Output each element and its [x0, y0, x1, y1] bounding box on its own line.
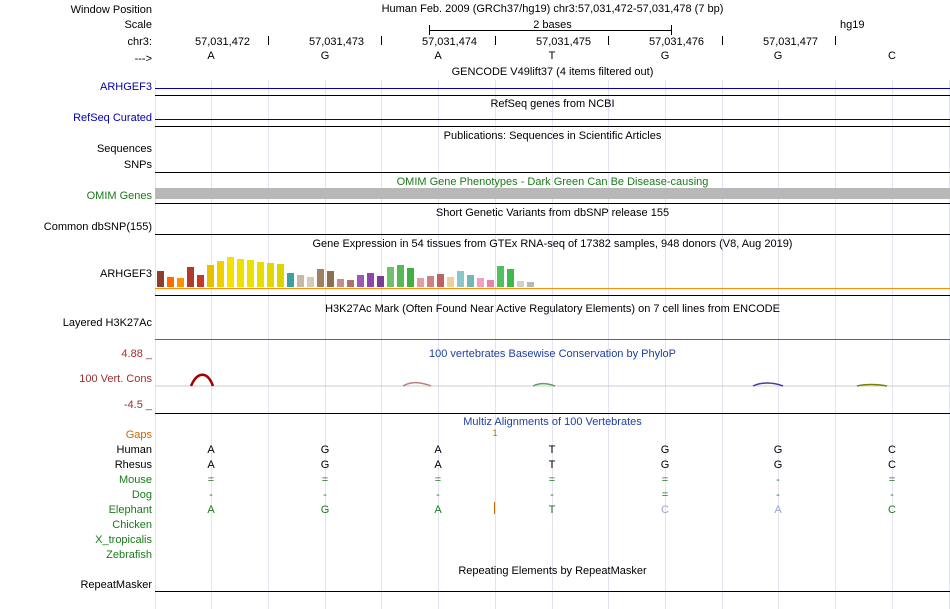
omim-gene-block[interactable] — [155, 188, 950, 199]
gtex-bar[interactable] — [167, 277, 174, 287]
track-separator — [155, 295, 950, 296]
track-separator — [155, 126, 950, 127]
label-track-dbsnp[interactable]: Common dbSNP(155) — [43, 221, 152, 233]
multiz-base: G — [320, 459, 330, 471]
ruler-tick-label: 57,031,472 — [195, 36, 251, 48]
gtex-bar[interactable] — [177, 278, 184, 287]
multiz-base: = — [661, 474, 669, 486]
gtex-bar[interactable] — [477, 278, 484, 287]
gtex-bar[interactable] — [457, 271, 464, 287]
label-species-chicken[interactable]: Chicken — [112, 519, 152, 531]
gtex-bar[interactable] — [357, 275, 364, 287]
grid-line — [325, 80, 326, 609]
gtex-bar[interactable] — [507, 269, 514, 287]
gtex-bar[interactable] — [207, 265, 214, 287]
gtex-bar[interactable] — [227, 257, 234, 287]
multiz-base: = — [321, 474, 329, 486]
label-species-x-tropicalis[interactable]: X_tropicalis — [95, 534, 152, 546]
track-separator — [155, 172, 950, 173]
grid-line — [495, 80, 496, 609]
multiz-base: A — [207, 459, 215, 471]
label-strand: ---> — [134, 53, 152, 65]
track-separator — [155, 413, 950, 414]
label-track-gtex[interactable]: ARHGEF3 — [100, 268, 152, 280]
label-multiz-gaps: Gaps — [125, 429, 152, 441]
gencode-gene-line[interactable] — [155, 88, 950, 89]
grid-line — [211, 80, 212, 609]
gtex-bar[interactable] — [277, 264, 284, 287]
label-track-h3k27ac[interactable]: Layered H3K27Ac — [62, 317, 152, 329]
grid-line — [552, 80, 553, 609]
multiz-gap-mark: 1 — [492, 428, 498, 438]
gtex-bar[interactable] — [197, 275, 204, 287]
publications-track-title: Publications: Sequences in Scientific Articles — [443, 130, 662, 142]
label-species-human[interactable]: Human — [116, 444, 152, 456]
gtex-bar[interactable] — [267, 263, 274, 287]
multiz-base: - — [436, 489, 440, 501]
grid-line — [608, 80, 609, 609]
sequence-base: G — [660, 50, 670, 62]
h3k27ac-baseline — [155, 339, 950, 340]
multiz-base: = — [661, 489, 669, 501]
multiz-base: C — [888, 444, 896, 456]
multiz-base: G — [660, 459, 670, 471]
track-separator — [155, 591, 950, 592]
gtex-bar[interactable] — [447, 277, 454, 287]
gtex-bar[interactable] — [367, 273, 374, 287]
ruler-tick — [835, 36, 836, 45]
label-species-elephant[interactable]: Elephant — [108, 504, 152, 516]
multiz-track-title: Multiz Alignments of 100 Vertebrates — [463, 416, 642, 428]
ruler-tick-label: 57,031,474 — [422, 36, 478, 48]
gtex-bar[interactable] — [217, 261, 224, 287]
multiz-base: G — [660, 444, 670, 456]
ruler-tick-label: 57,031,475 — [536, 36, 592, 48]
track-separator — [155, 234, 950, 235]
gtex-bar[interactable] — [237, 259, 244, 287]
multiz-base: T — [548, 444, 556, 456]
gtex-bar[interactable] — [527, 282, 534, 287]
sequence-base: T — [548, 50, 556, 62]
gtex-bar[interactable] — [347, 280, 354, 287]
label-scale: Scale — [124, 19, 152, 31]
multiz-base: C — [888, 459, 896, 471]
h3k27ac-track-title: H3K27Ac Mark (Often Found Near Active Regulatory Elements) on 7 cell lines from ENCODE — [325, 303, 780, 315]
label-species-dog[interactable]: Dog — [131, 489, 152, 501]
omim-track-title: OMIM Gene Phenotypes - Dark Green Can Be Disease-causing — [396, 176, 709, 188]
label-species-mouse[interactable]: Mouse — [118, 474, 152, 486]
sequence-base: G — [320, 50, 330, 62]
grid-line — [268, 80, 269, 609]
grid-line — [778, 80, 779, 609]
label-window-position: Window Position — [70, 4, 152, 16]
multiz-base: T — [548, 459, 556, 471]
multiz-base: A — [207, 444, 215, 456]
label-species-rhesus[interactable]: Rhesus — [114, 459, 152, 471]
multiz-base: G — [773, 459, 783, 471]
track-drawing-area[interactable] — [155, 0, 950, 609]
gtex-bar[interactable] — [247, 260, 254, 287]
refseq-track-title: RefSeq genes from NCBI — [490, 98, 615, 110]
gtex-baseline — [155, 288, 950, 289]
assembly-label: hg19 — [840, 19, 865, 31]
gtex-bar[interactable] — [497, 266, 504, 287]
gtex-bar[interactable] — [377, 276, 384, 287]
multiz-base: - — [323, 489, 327, 501]
multiz-base: G — [773, 444, 783, 456]
track-separator — [155, 203, 950, 204]
multiz-base: = — [888, 474, 896, 486]
ruler-tick-label: 57,031,473 — [309, 36, 365, 48]
multiz-base: T — [548, 504, 556, 516]
gtex-track-title: Gene Expression in 54 tissues from GTEx RNA-seq of 17382 samples, 948 donors (V8, Aug 2019) — [312, 238, 793, 250]
ruler-tick — [268, 36, 269, 45]
scale-bar — [429, 30, 672, 31]
ruler-tick-label: 57,031,477 — [763, 36, 819, 48]
grid-line — [722, 80, 723, 609]
multiz-base: - — [209, 489, 213, 501]
gtex-bar[interactable] — [327, 271, 334, 287]
multiz-base: = — [434, 474, 442, 486]
label-species-zebrafish[interactable]: Zebrafish — [106, 549, 152, 561]
multiz-base: G — [320, 504, 330, 516]
ruler-tick — [495, 36, 496, 45]
multiz-base: = — [207, 474, 215, 486]
gtex-bar[interactable] — [317, 269, 324, 287]
sequence-base: C — [888, 50, 896, 62]
grid-line — [835, 80, 836, 609]
multiz-base: C — [888, 504, 896, 516]
track-separator — [155, 95, 950, 96]
gtex-bar[interactable] — [307, 277, 314, 287]
gtex-bar[interactable] — [187, 267, 194, 287]
gtex-bar[interactable] — [417, 278, 424, 287]
cons-plot[interactable] — [155, 356, 950, 414]
label-chrom: chr3: — [127, 36, 152, 48]
gtex-bar[interactable] — [387, 267, 394, 287]
sequence-base: A — [207, 50, 215, 62]
multiz-base: - — [776, 474, 780, 486]
gtex-bar[interactable] — [427, 276, 434, 287]
grid-line — [665, 80, 666, 609]
refseq-gene-line[interactable] — [155, 119, 950, 120]
gtex-bar[interactable] — [287, 273, 294, 287]
gtex-barchart[interactable] — [157, 255, 557, 287]
label-track-sequences[interactable]: Sequences — [96, 143, 152, 155]
dbsnp-track-title: Short Genetic Variants from dbSNP release 155 — [435, 207, 670, 219]
ruler-tick — [722, 36, 723, 45]
gtex-bar[interactable] — [297, 275, 304, 287]
repeatmasker-track-title: Repeating Elements by RepeatMasker — [458, 565, 647, 577]
label-track-refseq[interactable]: RefSeq Curated — [73, 112, 152, 124]
gtex-bar[interactable] — [257, 262, 264, 287]
gtex-bar[interactable] — [437, 274, 444, 287]
gtex-bar[interactable] — [337, 279, 344, 287]
grid-line — [438, 80, 439, 609]
label-track-omim[interactable]: OMIM Genes — [86, 190, 152, 202]
label-track-repeatmasker[interactable]: RepeatMasker — [80, 579, 152, 591]
label-track-gencode[interactable]: ARHGEF3 — [100, 81, 152, 93]
sequence-base: A — [434, 50, 442, 62]
multiz-base: A — [434, 504, 442, 516]
multiz-base: A — [434, 459, 442, 471]
label-track-snps[interactable]: SNPs — [123, 159, 152, 171]
multiz-base: A — [774, 504, 782, 516]
grid-line — [892, 80, 893, 609]
ruler-tick-label: 57,031,476 — [649, 36, 705, 48]
multiz-base: - — [890, 489, 894, 501]
multiz-base: - — [550, 489, 554, 501]
gtex-bar[interactable] — [487, 280, 494, 287]
label-track-cons[interactable]: 100 Vert. Cons — [79, 373, 152, 385]
multiz-insert-mark — [494, 502, 495, 514]
multiz-base: - — [776, 489, 780, 501]
cons-axis-max: 4.88 _ — [121, 348, 152, 360]
gtex-bar[interactable] — [397, 265, 404, 287]
multiz-base: A — [207, 504, 215, 516]
multiz-base: = — [548, 474, 556, 486]
cons-track-title: 100 vertebrates Basewise Conservation by PhyloP — [428, 348, 677, 360]
ruler-tick — [608, 36, 609, 45]
sequence-base: G — [773, 50, 783, 62]
grid-line — [155, 80, 156, 609]
scale-text: 2 bases — [533, 19, 572, 31]
gtex-bar[interactable] — [517, 281, 524, 287]
scale-bar-right-cap — [671, 25, 672, 35]
gtex-bar[interactable] — [407, 268, 414, 287]
cons-axis-min: -4.5 _ — [123, 399, 152, 411]
gtex-bar[interactable] — [157, 271, 164, 287]
multiz-base: G — [320, 444, 330, 456]
multiz-base: C — [661, 504, 669, 516]
gtex-bar[interactable] — [467, 275, 474, 287]
grid-line — [381, 80, 382, 609]
track-label-column — [0, 0, 152, 609]
gencode-track-title: GENCODE V49lift37 (4 items filtered out) — [451, 66, 654, 78]
ruler-tick — [381, 36, 382, 45]
position-title: Human Feb. 2009 (GRCh37/hg19) chr3:57,031,472-57,031,478 (7 bp) — [381, 3, 724, 15]
multiz-base: A — [434, 444, 442, 456]
scale-bar-left-cap — [429, 25, 430, 35]
